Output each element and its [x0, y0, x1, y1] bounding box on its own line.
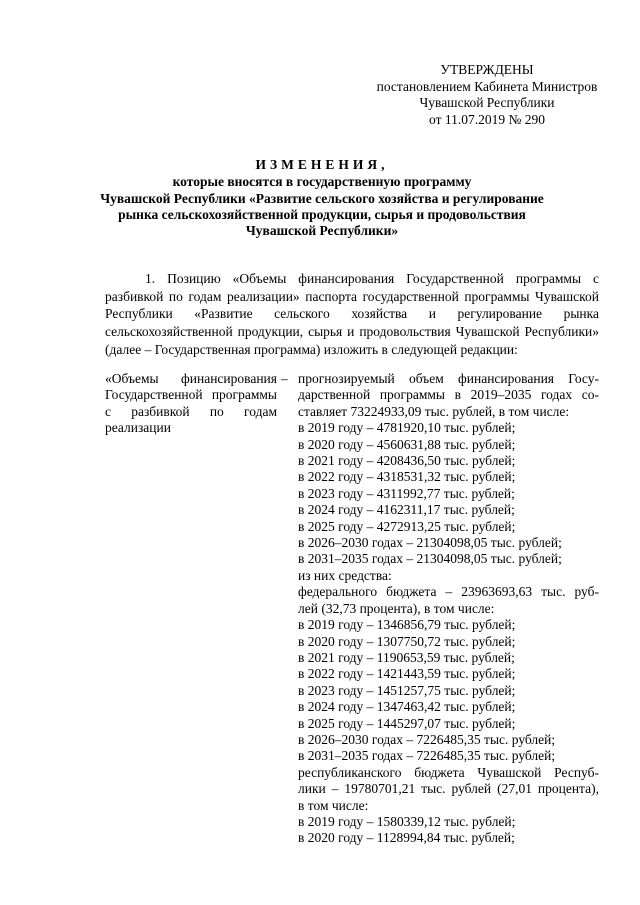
- title-heading: ИЗМЕНЕНИЯ,: [255, 157, 389, 172]
- table-dash: –: [281, 371, 288, 386]
- financing-line: республиканского бюджета Чувашской Респуб-: [298, 764, 599, 780]
- table-right-cell: [298, 371, 599, 847]
- financing-line: в 2021 году – 1190653,59 тыс. рублей;: [298, 649, 515, 665]
- financing-line: федерального бюджета – 23963693,63 тыс. руб-: [298, 584, 599, 600]
- financing-line: в 2019 году – 4781920,10 тыс. рублей;: [298, 420, 516, 436]
- financing-line: в 2031–2035 годах – 7226485,35 тыс. рублей;: [298, 748, 556, 764]
- financing-line: дарственной программы в 2019–2035 годах со-: [298, 387, 599, 403]
- title-line: Чувашской Республики»: [245, 223, 399, 239]
- financing-line: в 2024 году – 4162311,17 тыс. рублей;: [298, 502, 515, 518]
- financing-line: лей (32,73 процента), в том числе:: [298, 600, 495, 616]
- financing-line: в 2019 году – 1580339,12 тыс. рублей;: [298, 813, 516, 829]
- financing-line: в 2020 году – 1307750,72 тыс. рублей;: [298, 633, 516, 649]
- document-title: [90, 157, 554, 239]
- approval-line-3: от 11.07.2019 № 290: [429, 111, 545, 127]
- financing-line: в 2031–2035 годах – 21304098,05 тыс. рублей;: [298, 551, 562, 567]
- table-left-cell: «Объемы финансирования Государственной программы с разбивкой по годам реализации: [105, 371, 277, 436]
- financing-line: из них средства:: [298, 567, 392, 583]
- financing-line: в 2021 году – 4208436,50 тыс. рублей;: [298, 453, 516, 469]
- financing-line: прогнозируемый объем финансирования Госу-: [298, 371, 599, 386]
- financing-line: в 2020 году – 4560631,88 тыс. рублей;: [298, 436, 516, 452]
- financing-line: в 2026–2030 годах – 21304098,05 тыс. рублей;: [298, 535, 562, 551]
- financing-line: в 2023 году – 4311992,77 тыс. рублей;: [298, 485, 515, 501]
- intro-paragraph: 1. Позицию «Объемы финансирования Государственной программы с разбивкой по годам реализации» паспорта государственной программы Чувашской Республики «Развитие сельского хозяйства и регулирование рынка сельскохозяйственной продукции, сырья и продовольствия Чувашской Республики» (далее – Государственная программа) изложить в следующей редакции:: [105, 271, 599, 357]
- financing-line: ставляет 73224933,09 тыс. рублей, в том числе:: [298, 403, 570, 419]
- financing-line: в 2024 году – 1347463,42 тыс. рублей;: [298, 699, 516, 715]
- financing-line: в 2023 году – 1451257,75 тыс. рублей;: [298, 682, 516, 698]
- financing-line: в 2026–2030 годах – 7226485,35 тыс. рублей;: [298, 731, 556, 747]
- financing-line: в 2020 году – 1128994,84 тыс. рублей;: [298, 830, 515, 846]
- title-line: рынка сельскохозяйственной продукции, сырья и продовольствия: [118, 206, 526, 222]
- approval-line-1: постановлением Кабинета Министров: [376, 78, 598, 94]
- approval-stamp: [372, 62, 602, 128]
- financing-line: в том числе:: [298, 797, 369, 813]
- title-line: Чувашской Республики «Развитие сельского хозяйства и регулирование: [100, 190, 544, 206]
- financing-line: в 2025 году – 4272913,25 тыс. рублей;: [298, 518, 516, 534]
- approval-line-2: Чувашской Республики: [419, 95, 555, 110]
- approval-heading: УТВЕРЖДЕНЫ: [440, 62, 534, 77]
- title-line: которые вносятся в государственную программу: [172, 174, 472, 190]
- financing-line: в 2019 году – 1346856,79 тыс. рублей;: [298, 617, 516, 633]
- financing-line: в 2022 году – 4318531,32 тыс. рублей;: [298, 469, 516, 485]
- financing-line: в 2025 году – 1445297,07 тыс. рублей;: [298, 715, 516, 731]
- financing-line: лики – 19780701,21 тыс. рублей (27,01 процента),: [298, 781, 599, 797]
- financing-line: в 2022 году – 1421443,59 тыс. рублей;: [298, 666, 516, 682]
